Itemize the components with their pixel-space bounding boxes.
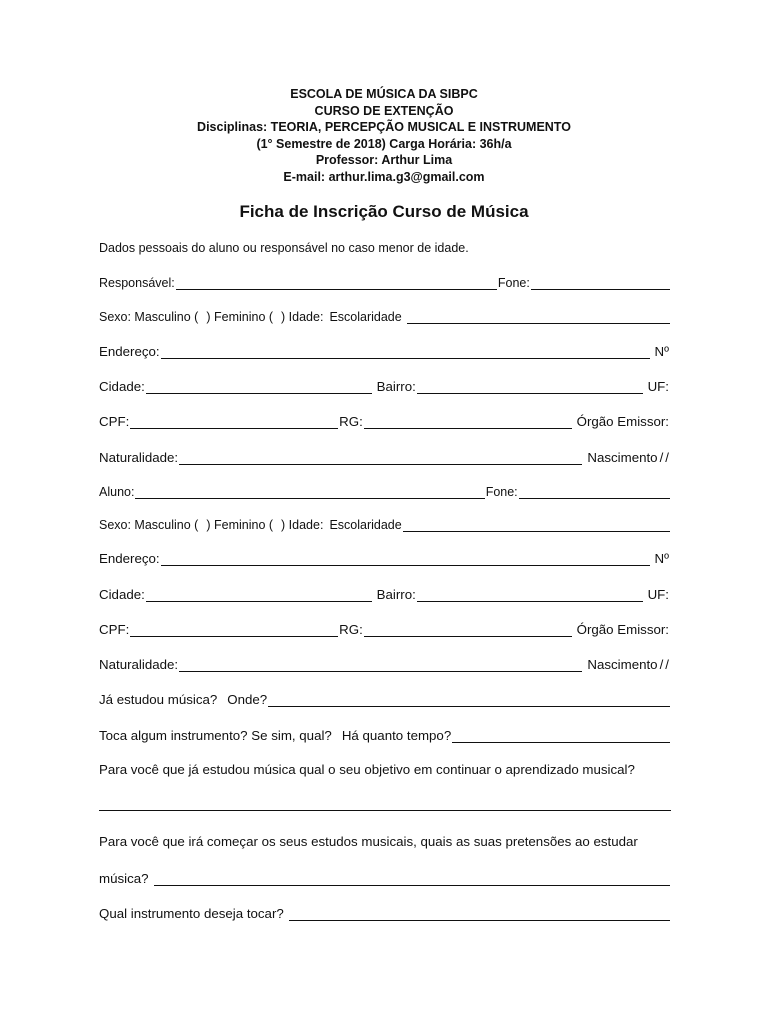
date-separator: / [665, 450, 669, 465]
responsavel-idade-label: ) Idade: [281, 310, 324, 324]
row-responsavel-naturalidade [99, 447, 671, 465]
aluno-label: Aluno: [99, 485, 135, 499]
aluno-field[interactable] [135, 486, 484, 499]
aluno-endereco-label: Endereço: [99, 551, 160, 566]
date-separator: / [659, 657, 664, 672]
responsavel-feminino-label: ) Feminino ( [206, 310, 274, 324]
pretensoes-question: Para você que irá começar os seus estudos musicais, quais as suas pretensões ao estudar [99, 834, 638, 849]
aluno-uf-label: UF: [647, 587, 669, 602]
toca-instrumento-label: Toca algum instrumento? Se sim, qual? [99, 728, 332, 743]
row-aluno-cidade [99, 584, 671, 602]
aluno-feminino-label: ) Feminino ( [206, 518, 274, 532]
ha-quanto-tempo-label: Há quanto tempo? [341, 728, 452, 743]
course-name: CURSO DE EXTENÇÃO [314, 103, 454, 118]
responsavel-fone-label: Fone: [497, 276, 530, 290]
pretensoes-answer-field[interactable] [154, 873, 670, 886]
responsavel-field[interactable] [176, 277, 497, 290]
responsavel-rg-field[interactable] [364, 416, 572, 429]
aluno-rg-label: RG: [339, 622, 363, 637]
semester-line: (1° Semestre de 2018) Carga Horária: 36h/a [256, 136, 512, 151]
responsavel-cpf-label: CPF: [99, 414, 130, 429]
form-title: Ficha de Inscrição Curso de Música [239, 202, 529, 221]
row-aluno-sexo [99, 514, 671, 532]
row-qual-instrumento [99, 903, 671, 921]
ja-estudou-label: Já estudou música? [99, 692, 218, 707]
responsavel-naturalidade-field[interactable] [179, 452, 582, 465]
row-responsavel-cidade [99, 376, 671, 394]
form-intro: Dados pessoais do aluno ou responsável no caso menor de idade. [99, 241, 469, 255]
row-responsavel-cpf [99, 411, 671, 429]
aluno-cpf-field[interactable] [130, 624, 338, 637]
responsavel-orgao-label: Órgão Emissor: [576, 414, 669, 429]
row-aluno-naturalidade [99, 654, 671, 672]
aluno-fone-label: Fone: [485, 485, 518, 499]
disciplines-line: Disciplinas: TEORIA, PERCEPÇÃO MUSICAL E INSTRUMENTO [197, 120, 571, 135]
school-name: ESCOLA DE MÚSICA DA SIBPC [290, 87, 478, 101]
responsavel-uf-label: UF: [647, 379, 669, 394]
responsavel-naturalidade-label: Naturalidade: [99, 450, 179, 465]
aluno-naturalidade-label: Naturalidade: [99, 657, 179, 672]
row-aluno-endereco [99, 548, 671, 566]
responsavel-label: Responsável: [99, 276, 175, 290]
responsavel-cidade-field[interactable] [146, 381, 372, 394]
responsavel-cidade-label: Cidade: [99, 379, 145, 394]
row-ja-estudou [99, 689, 671, 707]
responsavel-fone-field[interactable] [531, 277, 670, 290]
aluno-cpf-label: CPF: [99, 622, 130, 637]
aluno-fone-field[interactable] [519, 486, 670, 499]
aluno-cidade-field[interactable] [146, 589, 372, 602]
aluno-bairro-field[interactable] [417, 589, 643, 602]
date-separator: / [659, 450, 664, 465]
row-responsavel [99, 272, 671, 290]
aluno-numero-label: Nº [654, 551, 669, 566]
row-responsavel-sexo [99, 306, 671, 324]
responsavel-cpf-field[interactable] [130, 416, 338, 429]
row-aluno-cpf [99, 619, 671, 637]
aluno-idade-label: ) Idade: [281, 518, 324, 532]
aluno-escolaridade-field[interactable] [403, 519, 670, 532]
responsavel-endereco-label: Endereço: [99, 344, 160, 359]
aluno-endereco-field[interactable] [161, 553, 650, 566]
responsavel-escolaridade-label: Escolaridade [329, 310, 402, 324]
aluno-rg-field[interactable] [364, 624, 572, 637]
qual-instrumento-label: Qual instrumento deseja tocar? [99, 906, 284, 921]
responsavel-nascimento-label: Nascimento [587, 450, 658, 465]
professor-line: Professor: Arthur Lima [315, 153, 453, 168]
onde-label: Onde? [227, 692, 268, 707]
responsavel-bairro-field[interactable] [417, 381, 643, 394]
responsavel-sexo-label: Sexo: Masculino ( [99, 310, 199, 324]
aluno-naturalidade-field[interactable] [179, 659, 582, 672]
objetivo-answer-field[interactable] [99, 810, 671, 811]
aluno-bairro-label: Bairro: [376, 587, 416, 602]
responsavel-escolaridade-field[interactable] [407, 311, 670, 324]
responsavel-endereco-field[interactable] [161, 346, 650, 359]
row-aluno [99, 481, 671, 499]
email-line: E-mail: arthur.lima.g3@gmail.com [283, 169, 485, 184]
onde-field[interactable] [268, 694, 670, 707]
responsavel-rg-label: RG: [339, 414, 363, 429]
qual-instrumento-field[interactable] [289, 908, 670, 921]
ha-quanto-tempo-field[interactable] [452, 730, 670, 743]
aluno-nascimento-label: Nascimento [587, 657, 658, 672]
musica-label: música? [99, 871, 149, 886]
responsavel-numero-label: Nº [654, 344, 669, 359]
aluno-cidade-label: Cidade: [99, 587, 145, 602]
aluno-orgao-label: Órgão Emissor: [576, 622, 669, 637]
responsavel-bairro-label: Bairro: [376, 379, 416, 394]
row-musica [99, 868, 671, 886]
aluno-escolaridade-label: Escolaridade [329, 518, 402, 532]
objetivo-question: Para você que já estudou música qual o seu objetivo em continuar o aprendizado musical? [99, 762, 635, 777]
row-toca-instrumento [99, 725, 671, 743]
date-separator: / [665, 657, 669, 672]
aluno-sexo-label: Sexo: Masculino ( [99, 518, 199, 532]
document-header [0, 86, 768, 186]
row-responsavel-endereco [99, 341, 671, 359]
